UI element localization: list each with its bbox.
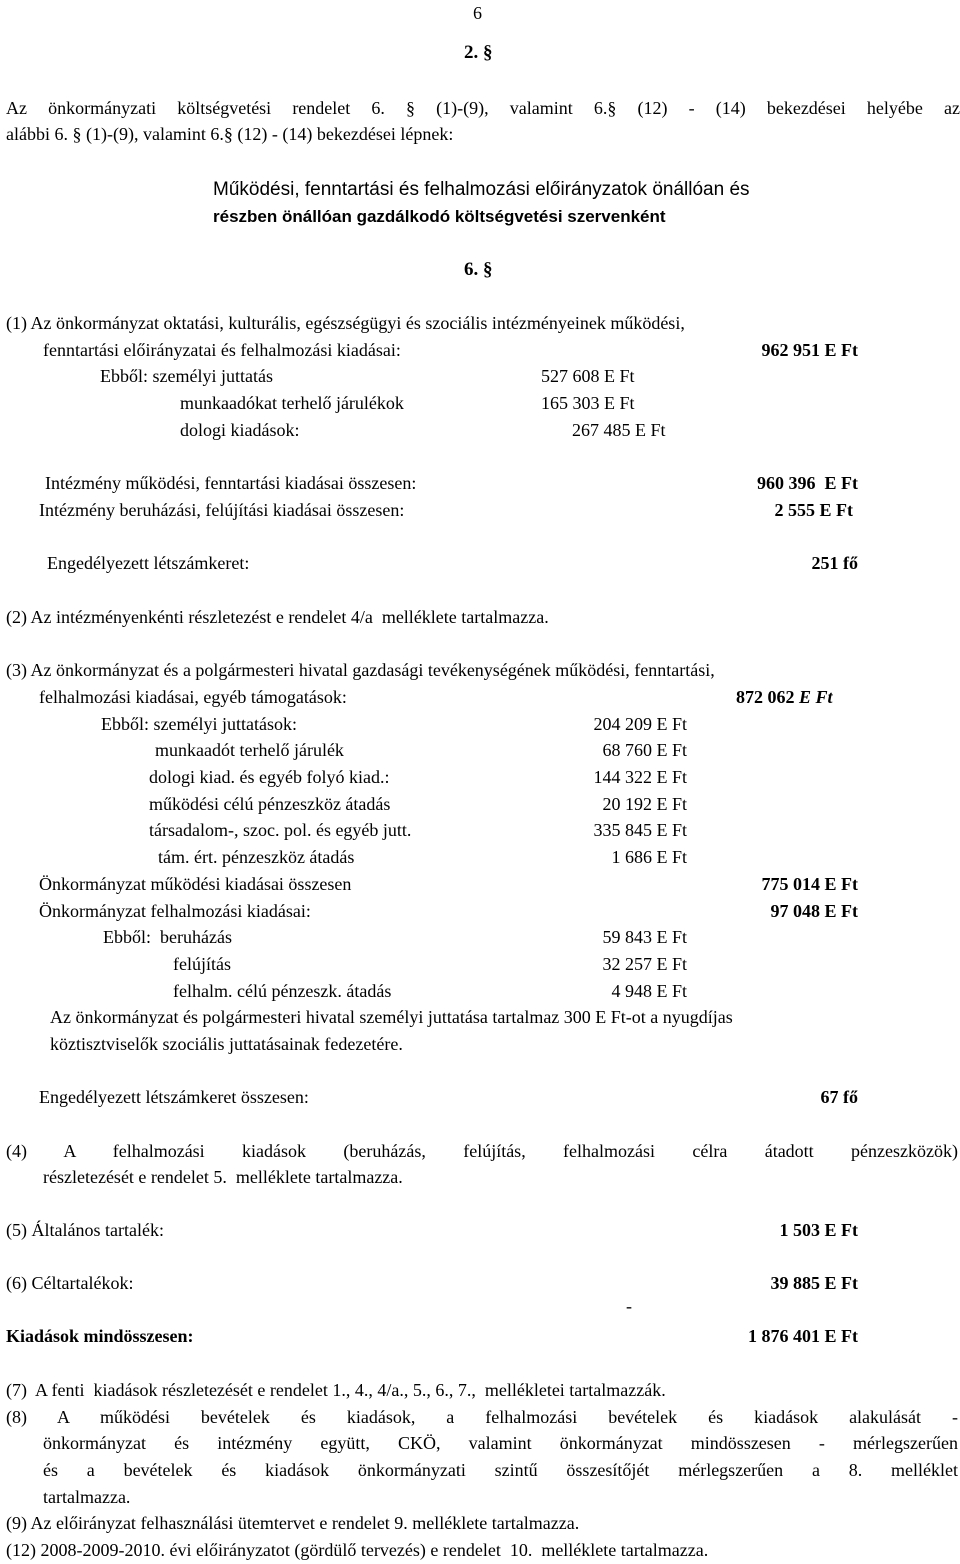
p3-capital-value: 97 048 E Ft — [770, 901, 858, 921]
grand-total-value: 1 876 401 E Ft — [748, 1326, 858, 1346]
intro-line-1: Az önkormányzati költségvetési rendelet 6. § (1)-(9), valamint 6.§ (12) - (14) bekezdései helyébe az — [6, 98, 960, 118]
separator-dash: - — [626, 1296, 632, 1316]
p1-item-label: Ebből: személyi juttatás — [100, 366, 273, 386]
p3-capital-item-label: felhalm. célú pénzeszk. átadás — [173, 981, 392, 1001]
paragraph-9: (9) Az előirányzat felhasználási ütemtervet e rendelet 9. melléklete tartalmazza. — [6, 1513, 580, 1533]
p3-total-unit: E Ft — [799, 687, 833, 707]
p1-line-1: (1) Az önkormányzat oktatási, kulturális, egészségügyi és szociális intézményeinek működési, — [6, 313, 685, 333]
p4-line-1: (4) A felhalmozási kiadások (beruházás, felújítás, felhalmozási célra átadott pénzeszközök) — [6, 1141, 958, 1161]
p3-line-1: (3) Az önkormányzat és a polgármesteri hivatal gazdasági tevékenységének működési, fenntartási, — [6, 660, 715, 680]
p3-operating-label: Önkormányzat működési kiadásai összesen — [39, 874, 352, 894]
p3-item-value: 68 760 E Ft — [602, 740, 687, 760]
p3-capital-item-value: 32 257 E Ft — [602, 954, 687, 974]
p3-note-line-2: köztisztviselők szociális juttatásainak fedezetére. — [50, 1034, 403, 1054]
page-number: 6 — [473, 3, 482, 23]
p3-item-value: 1 686 E Ft — [611, 847, 687, 867]
p1-item-label: munkaadókat terhelő járulékok — [180, 393, 404, 413]
paragraph-2: (2) Az intézményenkénti részletezést e rendelet 4/a melléklete tartalmazza. — [6, 607, 549, 627]
p3-item-label: Ebből: személyi juttatások: — [101, 714, 297, 734]
p1-operating-label: Intézmény működési, fenntartási kiadásai összesen: — [45, 473, 417, 493]
p1-item-value: 267 485 E Ft — [572, 420, 666, 440]
p3-item-label: munkaadót terhelő járulék — [155, 740, 344, 760]
p4-line-2: részletezését e rendelet 5. melléklete tartalmazza. — [43, 1167, 403, 1187]
subtitle-line-1: Működési, fenntartási és felhalmozási előirányzatok önállóan és — [213, 179, 750, 200]
paragraph-12: (12) 2008-2009-2010. évi előirányzatot (gördülő tervezés) e rendelet 10. melléklete tartalmazza. — [6, 1540, 709, 1560]
p3-item-value: 204 209 E Ft — [593, 714, 687, 734]
p8-line-1: (8) A működési bevételek és kiadások, a felhalmozási bevételek és kiadások alakulását - — [6, 1407, 958, 1427]
p1-line-2-label: fenntartási előirányzatai és felhalmozási kiadásai: — [43, 340, 401, 360]
p3-item-value: 20 192 E Ft — [602, 794, 687, 814]
p3-total-number: 872 062 — [736, 687, 795, 707]
p1-item-value: 527 608 E Ft — [541, 366, 635, 386]
p1-staff-value: 251 fő — [811, 553, 858, 573]
p3-note-line-1: Az önkormányzat és polgármesteri hivatal személyi juttatása tartalmaz 300 E Ft-ot a nyugdíjas — [50, 1007, 733, 1027]
grand-total-label: Kiadások mindösszesen: — [6, 1326, 194, 1346]
p1-item-label: dologi kiadások: — [180, 420, 300, 440]
p3-item-label: működési célú pénzeszköz átadás — [149, 794, 391, 814]
p3-item-label: társadalom-, szoc. pol. és egyéb jutt. — [149, 820, 412, 840]
section-6-heading: 6. § — [464, 259, 493, 280]
p3-capital-label: Önkormányzat felhalmozási kiadásai: — [39, 901, 311, 921]
p8-line-3: és a bevételek és kiadások önkormányzati szintű összesítőjét mérlegszerűen a 8. melléklet — [43, 1460, 958, 1480]
p3-total-value — [736, 684, 833, 710]
p3-capital-item-value: 4 948 E Ft — [611, 981, 687, 1001]
section-2-heading: 2. § — [464, 42, 493, 63]
p1-total-value: 962 951 E Ft — [761, 340, 858, 360]
general-reserve-value: 1 503 E Ft — [779, 1220, 858, 1240]
p1-investment-value: 2 555 E Ft — [774, 500, 853, 520]
p3-line-2-label: felhalmozási kiadásai, egyéb támogatások: — [39, 687, 347, 707]
intro-line-2: alábbi 6. § (1)-(9), valamint 6.§ (12) - (14) bekezdései lépnek: — [6, 124, 454, 144]
paragraph-7: (7) A fenti kiadások részletezését e rendelet 1., 4., 4/a., 5., 6., 7., mellékletei tartalmazzák. — [6, 1380, 666, 1400]
p3-operating-value: 775 014 E Ft — [761, 874, 858, 894]
p3-capital-item-value: 59 843 E Ft — [602, 927, 687, 947]
p1-investment-label: Intézmény beruházási, felújítási kiadásai összesen: — [39, 500, 405, 520]
subtitle-line-2: részben önállóan gazdálkodó költségvetési szervenként — [213, 207, 666, 226]
p1-item-value: 165 303 E Ft — [541, 393, 635, 413]
p3-item-value: 335 845 E Ft — [593, 820, 687, 840]
p3-capital-item-label: Ebből: beruházás — [103, 927, 232, 947]
p1-staff-label: Engedélyezett létszámkeret: — [47, 553, 250, 573]
p1-operating-value: 960 396 E Ft — [757, 473, 858, 493]
p3-item-value: 144 322 E Ft — [593, 767, 687, 787]
p3-staff-value: 67 fő — [820, 1087, 858, 1107]
p8-line-2: önkormányzat és intézmény együtt, CKÖ, valamint önkormányzat mindösszesen - mérlegszerűen — [43, 1433, 958, 1453]
target-reserve-value: 39 885 E Ft — [770, 1273, 858, 1293]
p3-item-label: dologi kiad. és egyéb folyó kiad.: — [149, 767, 390, 787]
p3-capital-item-label: felújítás — [173, 954, 231, 974]
p8-line-4: tartalmazza. — [43, 1487, 131, 1507]
p3-staff-label: Engedélyezett létszámkeret összesen: — [39, 1087, 309, 1107]
general-reserve-label: (5) Általános tartalék: — [6, 1220, 164, 1240]
target-reserve-label: (6) Céltartalékok: — [6, 1273, 134, 1293]
p3-item-label: tám. ért. pénzeszköz átadás — [158, 847, 355, 867]
